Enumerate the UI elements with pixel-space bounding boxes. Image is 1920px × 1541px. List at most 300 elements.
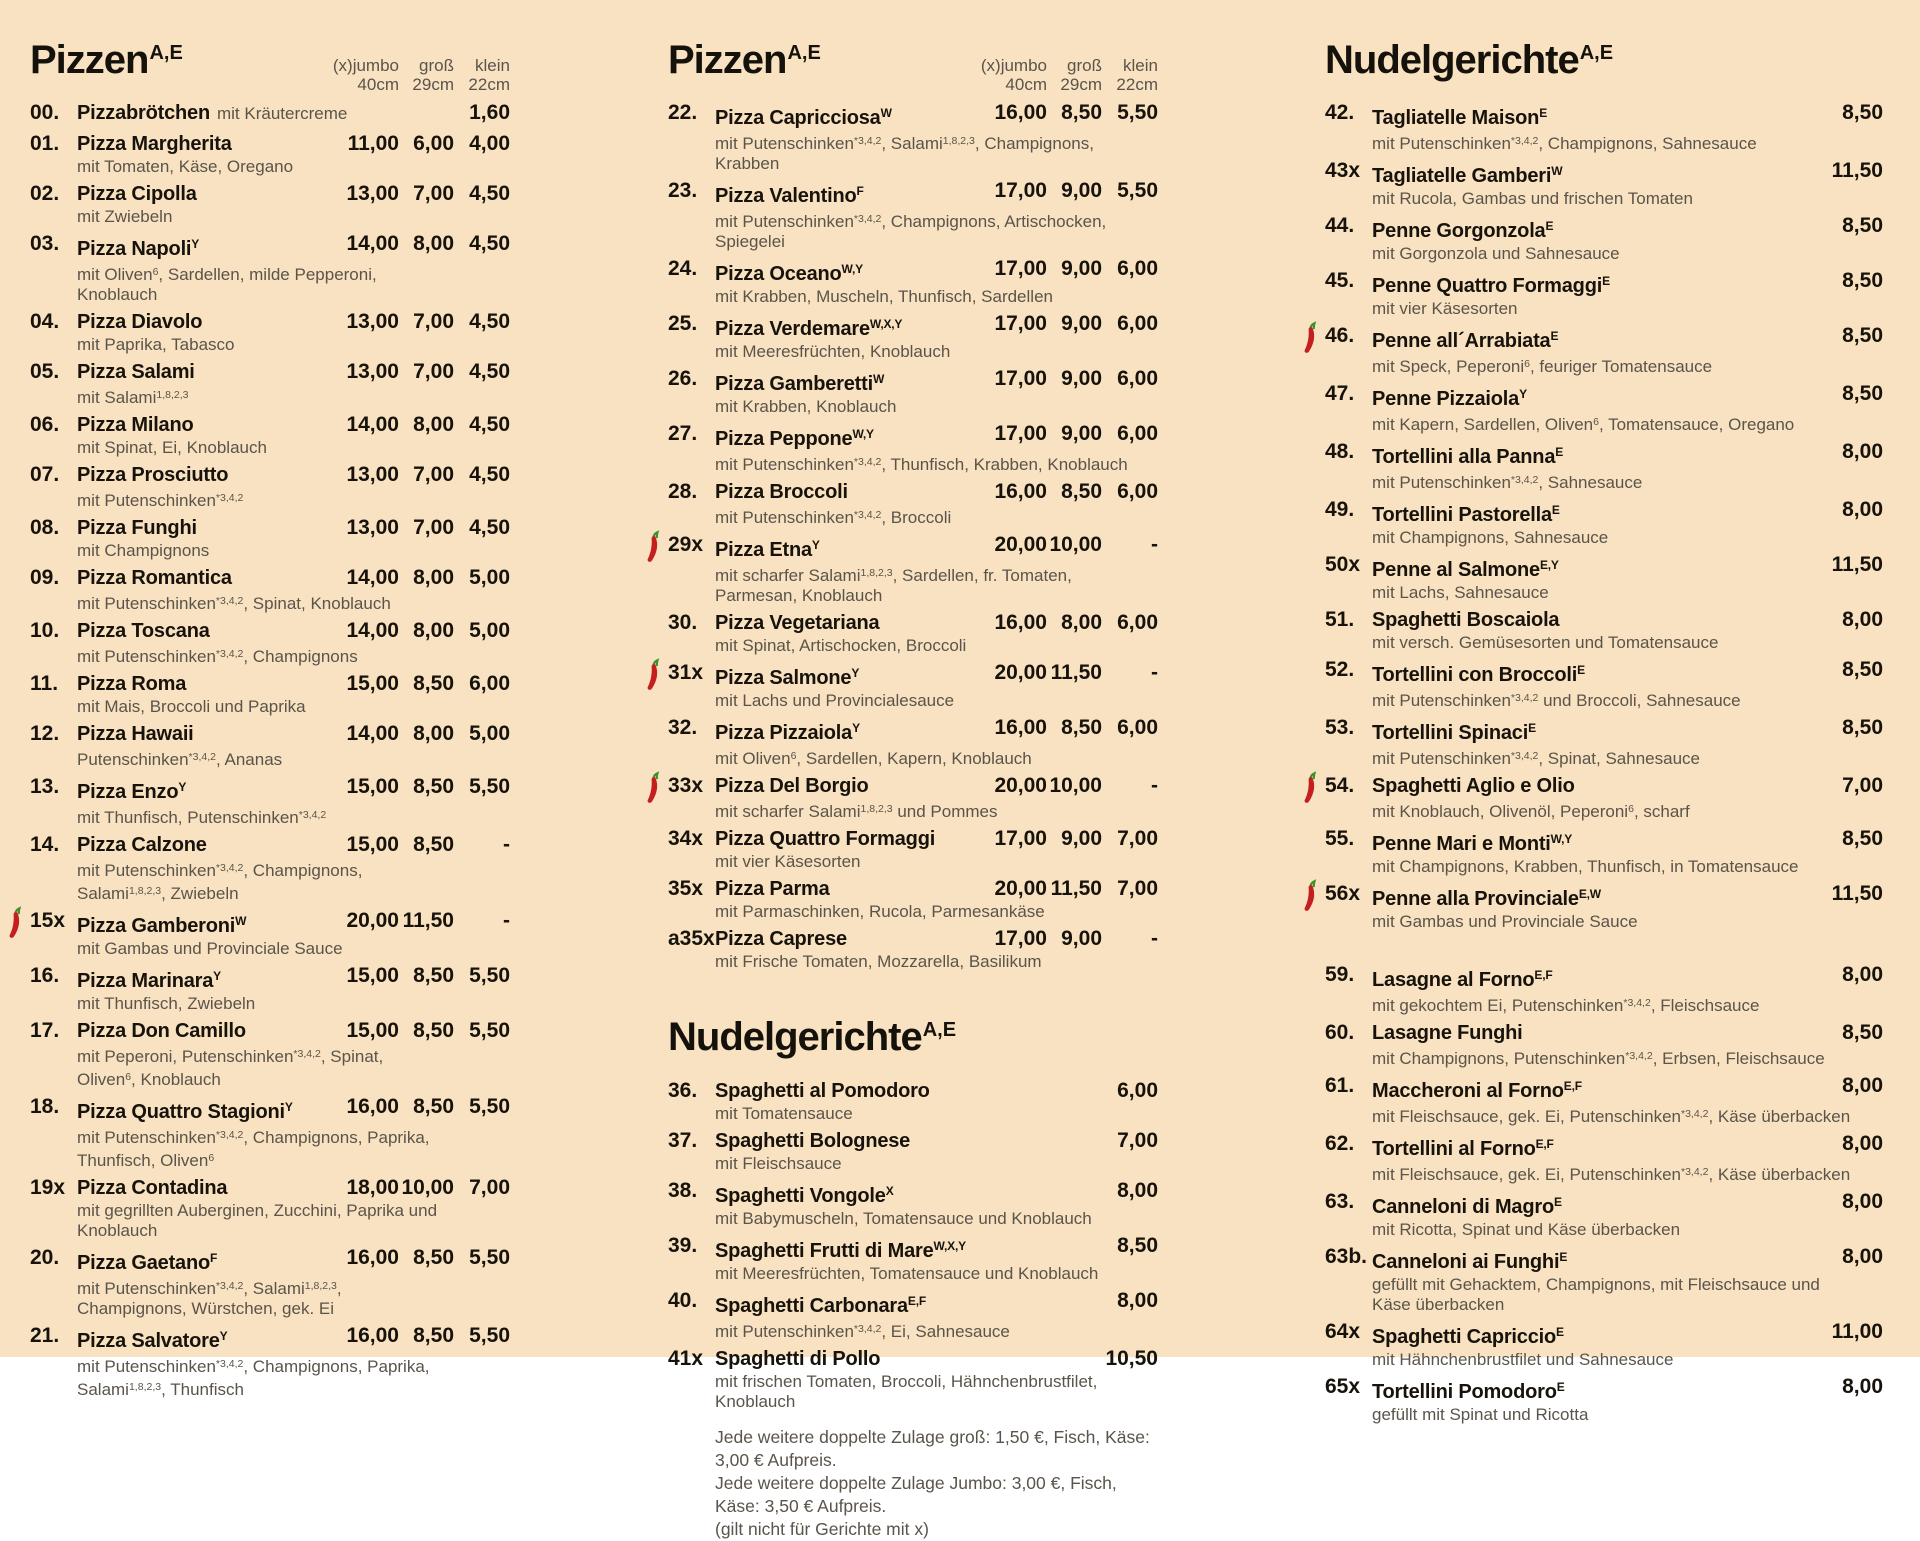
item-name [715,100,892,131]
item-number: 15x [30,909,66,932]
menu-item [668,532,1158,606]
item-name-text: Penne al Salmone [1372,559,1540,581]
item-description: mit Peperoni, Putenschinken$^{*3,4,2}$, Spinat, Oliven$^6$, Knoblauch [77,1047,384,1089]
item-description: mit Fleischsauce, gek. Ei, Putenschinken$^{*3,4,2}$, Käse überbacken [1372,1165,1851,1184]
price-klein: - [503,909,510,932]
price-klein: - [1151,927,1158,950]
item-name-text: Pizza Vegetariana [715,612,880,634]
item-prices [319,671,510,697]
item-name-text: Pizza Hawaii [77,723,194,745]
item-name-text: Spaghetti Aglio e Olio [1372,775,1575,797]
size-column-size: 40cm [357,75,399,94]
item-name [715,660,859,691]
item-description: mit Putenschinken$^{*3,4,2}$, Sahnesauce [1372,473,1643,492]
item-name [77,1175,227,1201]
menu-item [668,1078,1158,1124]
item-row [668,1178,1158,1209]
menu-item [668,610,1158,656]
price-jumbo: 17,00 [994,312,1047,335]
price: 7,00 [1842,774,1883,797]
menu-item [30,359,510,408]
price-klein: 6,00 [1117,422,1158,445]
item-name-text: Pizza Del Borgio [715,775,869,797]
price: 10,50 [1105,1347,1158,1370]
item-prices [967,826,1158,852]
menu-item [1325,213,1883,264]
menu-item [30,774,510,828]
menu-item [1325,552,1883,603]
item-description: mit Spinat, Artischocken, Broccoli [715,636,967,655]
section-title-annotation: A,E [787,42,821,64]
item-row [1325,773,1883,799]
menu-item [30,462,510,511]
item-prices [319,565,510,591]
item-description: mit Tomaten, Käse, Oregano [77,157,294,176]
item-description: mit Putenschinken$^{*3,4,2}$, Thunfisch, Krabben, Knoblauch [715,455,1128,474]
price: 8,50 [1117,1234,1158,1257]
price-gross: 8,00 [1061,611,1102,634]
price-gross: 11,50 [402,909,454,932]
item-name-text: Canneloni ai Funghi [1372,1251,1560,1273]
item-name-text: Pizza Marinara [77,970,214,992]
price-klein: 4,50 [469,182,510,205]
item-description: mit Putenschinken$^{*3,4,2}$, Broccoli [715,508,952,527]
item-name [715,1346,880,1372]
item-name-text: Tortellini Spinaci [1372,722,1529,744]
item-number: 47. [1325,382,1355,405]
item-name [715,311,902,342]
item-number: 48. [1325,440,1355,463]
section-title [1325,33,1883,80]
item-prices [319,721,510,747]
price-klein: - [1151,661,1158,684]
price-klein: 5,50 [469,1246,510,1269]
price-gross: 8,50 [1061,716,1102,739]
price-klein: - [503,833,510,856]
price-gross: 9,00 [1061,927,1102,950]
item-number: 22. [668,101,698,124]
menu-item [668,421,1158,475]
item-name [1372,158,1562,189]
item-name-annotation: E [1555,445,1564,459]
menu-item [1325,1073,1883,1127]
chili-icon [1301,322,1320,354]
item-description: mit Krabben, Knoblauch [715,397,897,416]
price-jumbo: 16,00 [994,480,1047,503]
item-prices [319,181,510,207]
item-number: 00. [30,101,60,124]
item-name-annotation: F [856,184,864,198]
item-description: mit Babymuscheln, Tomatensauce und Knoblauch [715,1209,1092,1228]
item-row [1325,1374,1883,1405]
item-description: mit Gambas und Provinciale Sauce [1372,912,1638,931]
item-number: 13. [30,775,60,798]
item-name [77,1323,227,1354]
price-gross: 9,00 [1061,422,1102,445]
item-description: mit Putenschinken$^{*3,4,2}$, Champignons, Paprika, Thunfisch, Oliven$^6$ [77,1128,430,1170]
item-number: 37. [668,1129,698,1152]
item-row [1325,439,1883,470]
item-name-annotation: W,X,Y [869,317,903,331]
price-gross: 6,00 [413,132,454,155]
price-jumbo: 17,00 [994,179,1047,202]
price: 8,00 [1117,1289,1158,1312]
item-name-text: Pizza Calzone [77,834,207,856]
menu-item [30,131,510,177]
item-prices [319,359,510,385]
item-description: mit Salami$^{1,8,2,3}$ [77,388,189,407]
item-name-text: Spaghetti Boscaiola [1372,609,1560,631]
price-klein: 4,50 [469,413,510,436]
item-name-annotation: E,F [907,1294,926,1308]
size-column-header [319,56,399,94]
price-jumbo: 16,00 [346,1324,399,1347]
menu-item [1325,1374,1883,1425]
item-prices [319,100,510,126]
price-jumbo: 13,00 [346,182,399,205]
item-description: gefüllt mit Gehacktem, Champignons, mit Fleischsauce und Käse überbacken [1372,1275,1820,1314]
item-row [1325,268,1883,299]
item-name [715,1288,926,1319]
item-name-text: Pizza Salmone [715,667,852,689]
price-gross: 11,50 [1050,661,1102,684]
item-prices [967,479,1158,505]
price-gross: 10,00 [1049,774,1102,797]
menu-item [1325,881,1883,932]
item-description: mit Tomatensauce [715,1104,853,1123]
item-name [77,131,232,157]
item-name [1372,497,1560,528]
item-name [1372,100,1547,131]
price-gross: 8,50 [1061,480,1102,503]
price-jumbo: 14,00 [346,619,399,642]
item-name [77,832,207,858]
size-column-label: (x)jumbo [332,56,399,75]
item-row [1325,1131,1883,1162]
price-gross: 8,50 [413,1019,454,1042]
item-number: 50x [1325,553,1361,576]
price: 8,00 [1842,1245,1883,1268]
menu-item [668,1128,1158,1174]
price-jumbo: 13,00 [346,516,399,539]
item-name [715,1178,894,1209]
item-prices [967,532,1158,558]
price-klein: 5,00 [469,566,510,589]
menu-item [1325,657,1883,711]
price-jumbo: 16,00 [994,101,1047,124]
price-jumbo: 20,00 [994,877,1047,900]
menu-item [1325,497,1883,548]
item-row [668,1078,1158,1104]
size-column-header [454,56,510,94]
item-description: mit Putenschinken$^{*3,4,2}$, Champignons, Sahnesauce [1372,134,1757,153]
size-column-size: 40cm [1005,75,1047,94]
item-prices [319,231,510,257]
price: 8,50 [1842,716,1883,739]
item-name-text: Pizza Enzo [77,781,179,803]
item-name-text: Pizza Quattro Formaggi [715,828,936,850]
item-name [1372,1131,1554,1162]
menu-item [668,178,1158,252]
price-jumbo: 17,00 [994,257,1047,280]
menu-item [30,963,510,1014]
item-row [1325,497,1883,528]
item-description: mit Fleischsauce, gek. Ei, Putenschinken$^{*3,4,2}$, Käse überbacken [1372,1107,1851,1126]
price-gross: 8,00 [413,722,454,745]
item-name [715,421,874,452]
item-description: mit Frische Tomaten, Mozzarella, Basilikum [715,952,1042,971]
menu-item [1325,1189,1883,1240]
price: 8,50 [1842,1021,1883,1044]
item-prices [967,610,1158,636]
price-klein: 6,00 [469,672,510,695]
menu-item [30,309,510,355]
item-name [715,178,864,209]
item-description: mit scharfer Salami$^{1,8,2,3}$ und Pommes [715,802,998,821]
item-number: 12. [30,722,60,745]
price: 11,50 [1831,882,1883,905]
menu-item [30,1245,510,1319]
item-number: 40. [668,1289,698,1312]
menu-item [1325,962,1883,1016]
item-name-annotation: X [885,1184,894,1198]
price-gross: 8,50 [413,775,454,798]
item-number: 33x [668,774,704,797]
item-row [1325,552,1883,583]
menu-column-right [1325,33,1883,1429]
item-row [1325,1244,1883,1275]
item-number: 63. [1325,1190,1355,1213]
size-column-headers [319,56,510,94]
item-name-annotation: E [1550,329,1559,343]
size-column-size: 22cm [1116,75,1158,94]
item-row [668,1128,1158,1154]
item-name [77,1245,217,1276]
price-gross: 8,50 [413,1095,454,1118]
menu-item [1325,773,1883,822]
item-row [1325,881,1883,912]
item-description: mit Kräutercreme [216,104,348,123]
price-jumbo: 20,00 [994,661,1047,684]
price-jumbo: 14,00 [346,232,399,255]
size-column-label: klein [475,56,510,75]
item-name [77,1018,246,1044]
price-gross: 8,50 [413,1324,454,1347]
item-description: mit Meeresfrüchten, Knoblauch [715,342,951,361]
item-name-text: Pizza Gaetano [77,1252,210,1274]
item-description: mit Putenschinken$^{*3,4,2}$, Salami$^{1,8,2,3}$, Champignons, Krabben [715,134,1094,173]
item-name [715,826,935,852]
item-prices [319,462,510,488]
menu-item [668,876,1158,922]
menu-item [30,181,510,227]
item-description: mit Putenschinken$^{*3,4,2}$ [77,491,244,510]
menu-column-left [30,33,510,1404]
item-name [77,412,194,438]
item-name-text: Penne Quattro Formaggi [1372,275,1603,297]
price-jumbo: 13,00 [346,310,399,333]
item-name-annotation: W,Y [1550,832,1573,846]
item-prices [967,100,1158,126]
item-description: mit Gambas und Provinciale Sauce [77,939,343,958]
price-gross: 8,00 [413,566,454,589]
item-description: mit Meeresfrüchten, Tomatensauce und Knoblauch [715,1264,1099,1283]
price: 8,00 [1842,1074,1883,1097]
menu-item [30,671,510,717]
item-name-text: Pizza Oceano [715,263,842,285]
price-klein: 5,50 [469,1095,510,1118]
item-row [1325,1189,1883,1220]
price-gross: 8,50 [413,1246,454,1269]
price-klein: 5,00 [469,619,510,642]
price-klein: - [1151,533,1158,556]
item-prices [967,311,1158,337]
surcharge-note [715,1426,1158,1541]
chili-icon [6,907,25,939]
item-name [77,359,195,385]
menu-item [30,832,510,904]
size-column-label: groß [419,56,454,75]
item-number: 14. [30,833,60,856]
menu-item [1325,381,1883,435]
price-klein: 5,50 [1117,101,1158,124]
menu-item [30,565,510,614]
item-description: mit scharfer Salami$^{1,8,2,3}$, Sardellen, fr. Tomaten, Parmesan, Knoblauch [715,566,1072,605]
item-name-text: Pizza Toscana [77,620,210,642]
menu-item [668,256,1158,307]
item-name-annotation: W [235,914,247,928]
item-name-text: Pizza Capricciosa [715,107,881,129]
item-number: 24. [668,257,698,280]
menu-item [1325,715,1883,769]
price-jumbo: 15,00 [346,672,399,695]
size-column-label: groß [1067,56,1102,75]
item-number: 07. [30,463,60,486]
price: 8,00 [1842,608,1883,631]
item-name-text: Pizza Prosciutto [77,464,229,486]
item-number: 60. [1325,1021,1355,1044]
item-description: mit Krabben, Muscheln, Thunfisch, Sardellen [715,287,1053,306]
item-description: Putenschinken$^{*3,4,2}$, Ananas [77,750,283,769]
item-name [715,876,830,902]
item-name-annotation: E [1545,219,1554,233]
item-name-text: Maccheroni al Forno [1372,1080,1564,1102]
price-gross: 8,00 [413,619,454,642]
item-number: 29x [668,533,704,556]
item-name-text: Pizza Don Camillo [77,1020,246,1042]
menu-item [668,1233,1158,1284]
item-row [1325,381,1883,412]
item-number: 62. [1325,1132,1355,1155]
section-title-text: Nudelgerichte [668,1015,922,1059]
item-name [1372,381,1527,412]
item-name-text: Pizza Romantica [77,567,232,589]
menu-item [30,231,510,305]
item-name-annotation: E,F [1534,968,1553,982]
price-klein: 1,60 [469,101,510,124]
item-description: mit Champignons, Krabben, Thunfisch, in Tomatensauce [1372,857,1799,876]
item-number: 26. [668,367,698,390]
item-name [1372,323,1558,354]
item-name [715,479,848,505]
price: 11,50 [1831,553,1883,576]
item-row [1325,158,1883,189]
item-description: mit Putenschinken$^{*3,4,2}$ und Broccoli, Sahnesauce [1372,691,1741,710]
item-name-annotation: E [1556,1325,1564,1339]
price-gross: 10,00 [1049,533,1102,556]
item-name [1372,1020,1523,1046]
menu-item [1325,1020,1883,1069]
price-jumbo [319,100,399,126]
item-name-annotation: Y [219,1329,228,1343]
item-number: 34x [668,827,704,850]
note-line: (gilt nicht für Gerichte mit x) [715,1519,929,1539]
menu-item [1325,323,1883,377]
item-description: mit versch. Gemüsesorten und Tomatensauce [1372,633,1719,652]
item-name-text: Lasagne Funghi [1372,1022,1523,1044]
price-jumbo: 17,00 [994,927,1047,950]
chili-icon [644,659,663,691]
spacer [1325,936,1883,962]
item-name-text: Tagliatelle Gamberi [1372,165,1552,187]
price-klein: 4,50 [469,516,510,539]
item-name [715,1078,930,1104]
item-description: mit Putenschinken$^{*3,4,2}$, Salami$^{1,8,2,3}$, Champignons, Würstchen, gek. Ei [77,1279,342,1318]
item-name-annotation: Y [191,237,200,251]
item-description: mit Rucola, Gambas und frischen Tomaten [1372,189,1693,208]
price-klein: 4,50 [469,360,510,383]
section-title-text: Pizzen [668,38,787,82]
item-name [77,231,199,262]
price-klein: 5,50 [469,1019,510,1042]
price-klein: 4,00 [469,132,510,155]
item-number: 01. [30,132,60,155]
menu-item [30,618,510,667]
section-header [30,33,510,100]
item-prices [967,178,1158,204]
section-title-annotation: A,E [1579,42,1614,64]
item-name-text: Tagliatelle Maison [1372,107,1540,129]
item-number: 25. [668,312,698,335]
item-description: mit Zwiebeln [77,207,173,226]
item-name-text: Pizza Gamberoni [77,915,236,937]
item-name-text: Spaghetti di Pollo [715,1348,881,1370]
size-column-header [1102,56,1158,94]
item-prices [319,412,510,438]
item-description: mit Putenschinken$^{*3,4,2}$, Spinat, Sahnesauce [1372,749,1700,768]
item-description: mit vier Käsesorten [1372,299,1518,318]
menu-item [668,926,1158,972]
item-name-text: Spaghetti al Pomodoro [715,1080,930,1102]
item-name-text: Tortellini al Forno [1372,1138,1536,1160]
item-name [77,515,197,541]
price-gross: 7,00 [413,516,454,539]
item-description: gefüllt mit Spinat und Ricotta [1372,1405,1589,1424]
item-name-text: Pizza Napoli [77,238,192,260]
item-description: mit gegrillten Auberginen, Zucchini, Paprika und Knoblauch [77,1201,438,1240]
item-name-text: Pizzabrötchen [77,102,210,124]
item-description: mit Putenschinken$^{*3,4,2}$, Spinat, Knoblauch [77,594,391,613]
item-name [1372,773,1575,799]
price-gross: 7,00 [413,310,454,333]
price-gross: 9,00 [1061,367,1102,390]
menu-column-middle [668,33,1158,1541]
item-name-text: Pizza Funghi [77,517,197,539]
price-gross: 7,00 [413,463,454,486]
item-name-text: Pizza Quattro Stagioni [77,1101,285,1123]
item-row [668,1288,1158,1319]
item-name [77,963,221,994]
